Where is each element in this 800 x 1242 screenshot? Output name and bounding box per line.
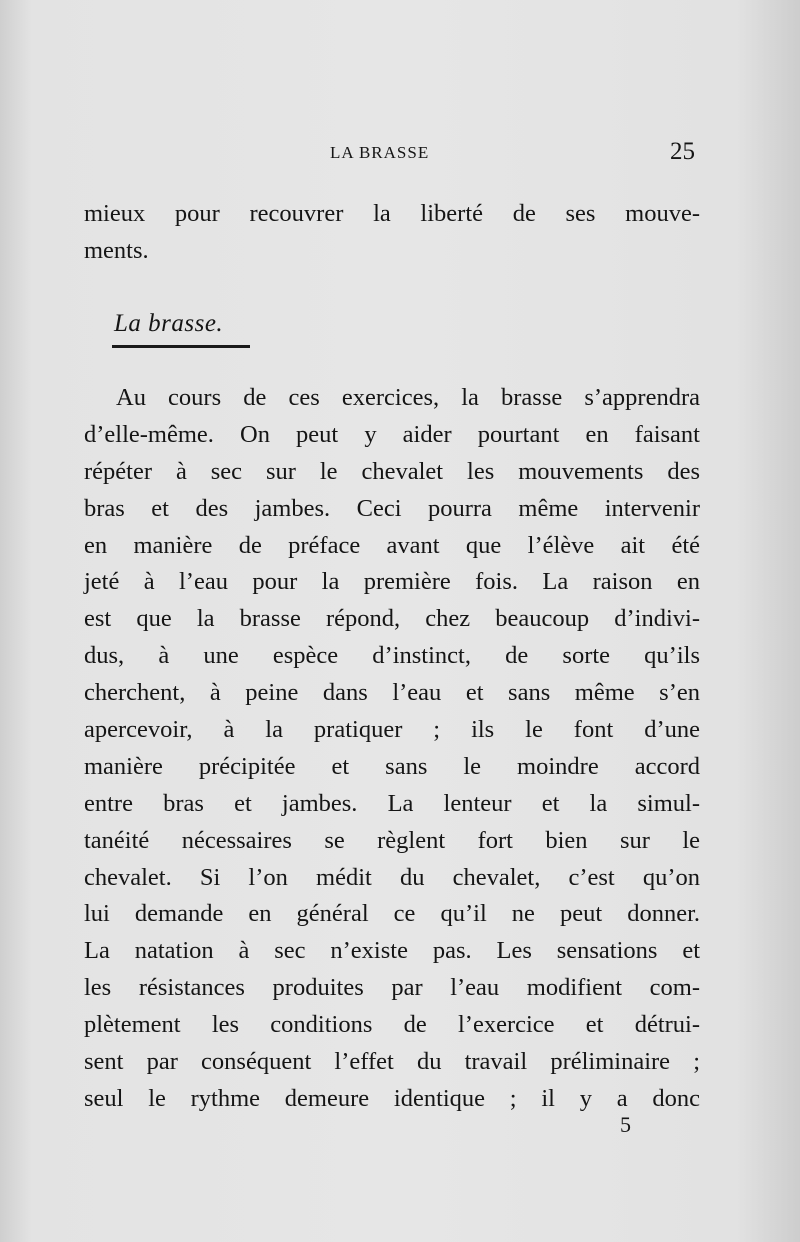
text-line: La natation à sec n’existe pas. Les sensations et xyxy=(84,937,700,965)
heading-underline xyxy=(112,345,250,348)
text-line: entre bras et jambes. La lenteur et la simul- xyxy=(84,789,700,817)
text-line: dus, à une espèce d’instinct, de sorte qu’ils xyxy=(84,642,700,670)
text-line: ments. xyxy=(84,236,149,264)
signature-mark: 5 xyxy=(620,1112,631,1137)
text-line: manière précipitée et sans le moindre accord xyxy=(84,752,700,780)
intro-paragraph xyxy=(84,196,700,270)
text-line: sent par conséquent l’effet du travail préliminaire ; xyxy=(84,1048,700,1076)
text-line: répéter à sec sur le chevalet les mouvements des xyxy=(84,457,700,485)
text-line: est que la brasse répond, chez beaucoup d’indivi- xyxy=(84,605,700,633)
page-number: 25 xyxy=(670,138,695,165)
text-line: apercevoir, à la pratiquer ; ils le font d’une xyxy=(84,716,700,744)
running-title: LA BRASSE xyxy=(330,143,430,162)
text-line: lui demande en général ce qu’il ne peut donner. xyxy=(84,900,700,928)
text-line: en manière de préface avant que l’élève ait été xyxy=(84,531,700,559)
text-line: plètement les conditions de l’exercice et détrui- xyxy=(84,1011,700,1039)
text-line: tanéité nécessaires se règlent fort bien sur le xyxy=(84,826,700,854)
text-line: jeté à l’eau pour la première fois. La raison en xyxy=(84,568,700,596)
text-line: d’elle-même. On peut y aider pourtant en faisant xyxy=(84,420,700,448)
text-line: cherchent, à peine dans l’eau et sans même s’en xyxy=(84,679,700,707)
section-heading: La brasse. xyxy=(114,310,224,337)
text-line: mieux pour recouvrer la liberté de ses mouve- xyxy=(84,200,700,227)
text-line: chevalet. Si l’on médit du chevalet, c’est qu’on xyxy=(84,863,700,891)
text-line: seul le rythme demeure identique ; il y a donc xyxy=(84,1084,700,1112)
text-line: bras et des jambes. Ceci pourra même intervenir xyxy=(84,494,700,522)
text-line: les résistances produites par l’eau modifient com- xyxy=(84,974,700,1002)
body-paragraph xyxy=(84,380,700,1118)
text-line: Au cours de ces exercices, la brasse s’apprendra xyxy=(116,384,700,411)
